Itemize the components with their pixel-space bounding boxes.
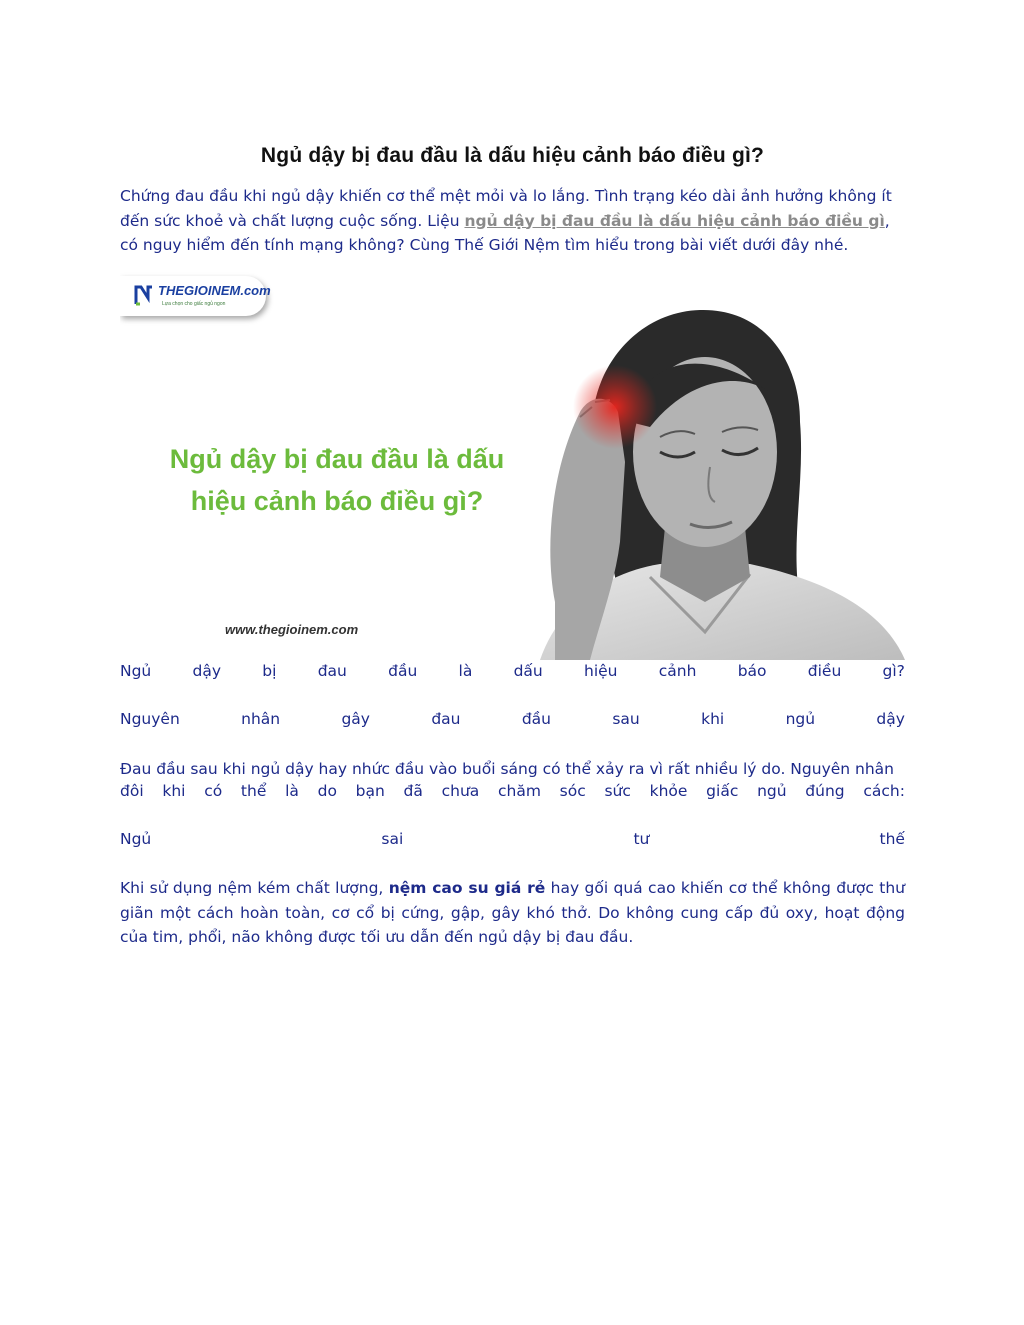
logo-text: THEGIOINEM.com bbox=[158, 283, 271, 298]
heading-word: Ngủ bbox=[120, 830, 152, 848]
para-word: ngủ bbox=[757, 782, 787, 800]
heading-word: nhân bbox=[241, 710, 281, 728]
brand-logo bbox=[120, 276, 271, 316]
heading-word: dậy bbox=[876, 710, 905, 728]
caption-word: đầu bbox=[388, 662, 418, 680]
heading-word: Nguyên bbox=[120, 710, 180, 728]
caption-word: gì? bbox=[882, 662, 905, 680]
heading-word: thế bbox=[879, 830, 905, 848]
caption-word: báo bbox=[737, 662, 767, 680]
heading-word: sau bbox=[612, 710, 640, 728]
para-word: chăm bbox=[498, 782, 541, 800]
para-word: sóc bbox=[559, 782, 586, 800]
hero-headline-line2: hiệu cảnh báo điều gì? bbox=[190, 486, 484, 516]
hero-url: www.thegioinem.com bbox=[225, 622, 359, 637]
para-word: đúng bbox=[805, 782, 845, 800]
para-word: đôi bbox=[120, 782, 144, 800]
para-word: giấc bbox=[706, 782, 739, 800]
intro-text-before: Chứng đau đầu khi ngủ dậy khiến cơ thể mệt mỏi và lo lắng. Tình trạng kéo dài ảnh hưởng không ít đến sức khoẻ và chất lượng cuộc sống. Liệu bbox=[120, 187, 892, 230]
causes-paragraph-line2 bbox=[120, 782, 905, 800]
para-word: bạn bbox=[355, 782, 385, 800]
para-word: chưa bbox=[441, 782, 480, 800]
intro-paragraph bbox=[120, 184, 905, 258]
heading-word: đầu bbox=[521, 710, 552, 728]
caption-word: điều bbox=[807, 662, 842, 680]
posture-text-after: hay gối quá cao khiến cơ thể không được thư giãn một cách hoàn toàn, cơ cổ bị cứng, gập, gây khó thở. Do không cung cấp đủ oxy, hoạt động của tim, phổi, não không được tối ưu dẫn đến ngủ dậy bị đau đầu. bbox=[120, 879, 905, 946]
hero-headline bbox=[142, 438, 532, 522]
woman-headache-photo bbox=[500, 302, 905, 660]
para-word: do bbox=[317, 782, 337, 800]
caption-word: Ngủ bbox=[120, 662, 152, 680]
hero-headline-line1: Ngủ dậy bị đau đầu là dấu bbox=[169, 444, 505, 474]
hero-image bbox=[120, 272, 905, 660]
caption-word: bị bbox=[262, 662, 277, 680]
section-heading-causes bbox=[120, 710, 905, 728]
para-word: cách: bbox=[863, 782, 905, 800]
logo-tagline: Lựa chọn cho giấc ngủ ngon bbox=[162, 301, 226, 307]
heading-word: đau bbox=[431, 710, 461, 728]
section-heading-posture bbox=[120, 830, 905, 848]
image-caption bbox=[120, 662, 905, 680]
heading-word: gây bbox=[341, 710, 370, 728]
logo-n-icon bbox=[134, 284, 154, 306]
article-title: Ngủ dậy bị đau đầu là dấu hiệu cảnh báo điều gì? bbox=[260, 144, 765, 167]
posture-text-before: Khi sử dụng nệm kém chất lượng, bbox=[120, 879, 389, 897]
caption-word: dấu bbox=[513, 662, 543, 680]
caption-word: hiệu bbox=[584, 662, 618, 680]
intro-link[interactable]: ngủ dậy bị đau đầu là dấu hiệu cảnh báo điều gì bbox=[464, 211, 885, 230]
para-word: khi bbox=[162, 782, 186, 800]
caption-word: cảnh bbox=[658, 662, 697, 680]
heading-word: sai bbox=[381, 830, 404, 848]
caption-word: dậy bbox=[192, 662, 222, 680]
causes-paragraph-line1: Đau đầu sau khi ngủ dậy hay nhức đầu vào buổi sáng có thể xảy ra vì rất nhiều lý do. Nguyên nhân bbox=[120, 760, 894, 778]
mattress-keyword: nệm cao su giá rẻ bbox=[388, 879, 546, 897]
para-word: thể bbox=[240, 782, 267, 800]
heading-word: khi bbox=[701, 710, 725, 728]
para-word: khỏe bbox=[649, 782, 688, 800]
heading-word: tư bbox=[633, 830, 650, 848]
para-word: là bbox=[285, 782, 299, 800]
para-word: có bbox=[204, 782, 223, 800]
para-word: đã bbox=[403, 782, 423, 800]
caption-word: là bbox=[458, 662, 473, 680]
intro-text-after: , có nguy hiểm đến tính mạng không? Cùng Thế Giới Nệm tìm hiểu trong bài viết dưới đây nhé. bbox=[120, 211, 890, 254]
caption-word: đau bbox=[317, 662, 347, 680]
heading-word: ngủ bbox=[785, 710, 816, 728]
posture-paragraph bbox=[120, 876, 905, 950]
para-word: sức bbox=[604, 782, 631, 800]
